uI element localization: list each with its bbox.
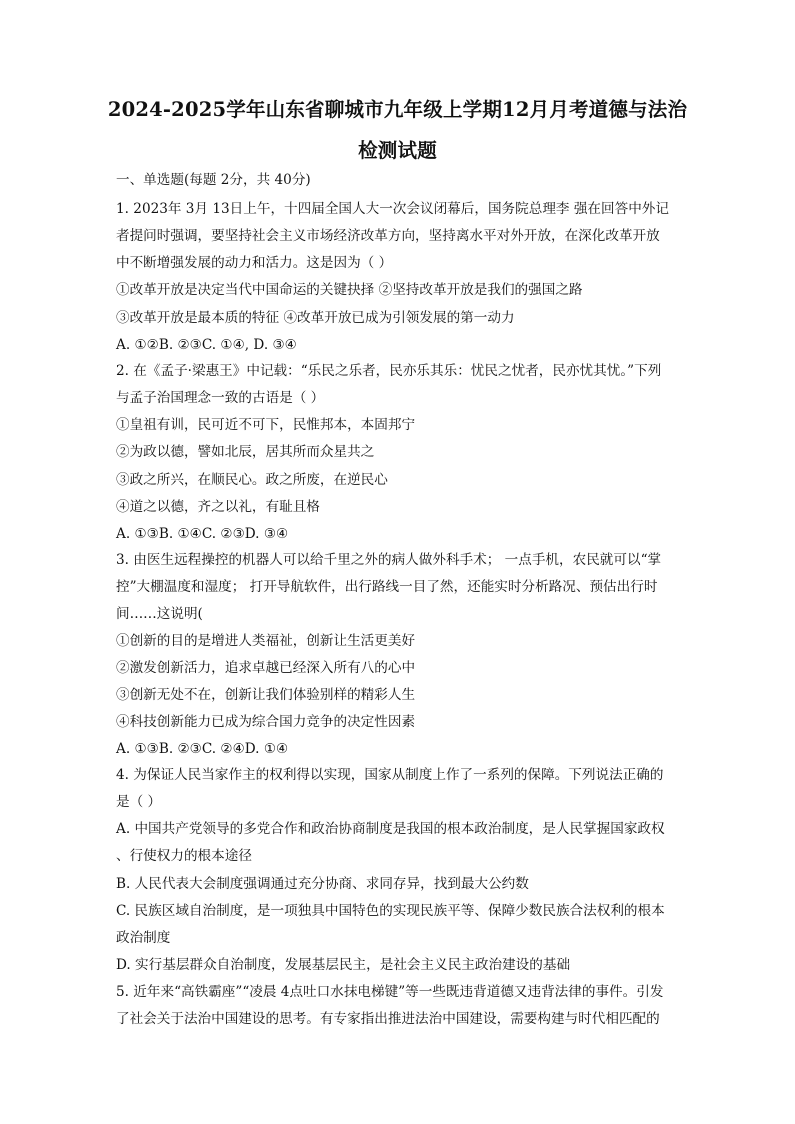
- q2-item-1: ①皇祖有训，民可近不可下，民惟邦本，本固邦宁: [116, 417, 416, 433]
- q3-stem-line-2: 控”大棚温度和湿度； 打开导航软件，出行路线一目了然，还能实时分析路况、预估出行时: [116, 579, 658, 595]
- q4-stem-line-2: 是（ ）: [116, 794, 162, 810]
- q4-option-a-line-1: A. 中国共产党领导的多党合作和政治协商制度是我国的根本政治制度，是人民掌握国家政权: [116, 821, 665, 837]
- q3-item-1: ①创新的目的是增进人类福祉，创新让生活更美好: [116, 633, 416, 649]
- q1-stem-line-2: 者提问时强调，要坚持社会主义市场经济改革方向，坚持离水平对外开放，在深化改革开放: [116, 228, 660, 244]
- q4-option-c-line-2: 政治制度: [116, 930, 171, 946]
- q5-stem-line-1: 5. 近年来“高铁霸座”“凌晨 4点吐口水抹电梯键”等一些既违背道德又违背法律的事件。引发: [116, 984, 664, 1000]
- q1-item-line-1: ①改革开放是决定当代中国命运的关键抉择 ②坚持改革开放是我们的强国之路: [116, 282, 583, 298]
- q3-stem-line-3: 间……这说明(: [116, 606, 203, 622]
- q2-stem-line-2: 与孟子治国理念一致的古语是（ ）: [116, 390, 325, 406]
- q3-item-4: ④科技创新能力已成为综合国力竞争的决定性因素: [116, 714, 416, 730]
- q4-option-a-line-2: 、行使权力的根本途径: [116, 848, 252, 864]
- q1-stem-line-1: 1. 2023年 3月 13日上午，十四届全国人大一次会议闭幕后，国务院总理李 强在回答中外记: [116, 201, 669, 217]
- q5-stem-line-2: 了社会关于法治中国建设的思考。有专家指出推进法治中国建设，需要构建与时代相匹配的: [116, 1011, 660, 1027]
- q2-item-4: ④道之以德，齐之以礼，有耻且格: [116, 499, 320, 515]
- q3-item-2: ②激发创新活力，追求卓越已经深入所有八的心中: [116, 660, 416, 676]
- doc-title-line-1: 2024-2025学年山东省聊城市九年级上学期12月月考道德与法治: [107, 98, 688, 121]
- q1-stem-line-3: 中不断增强发展的动力和活力。这是因为（ ）: [116, 255, 393, 271]
- q1-options: A. ①②B. ②③C. ①④, D. ③④: [116, 337, 297, 353]
- q4-stem-line-1: 4. 为保证人民当家作主的权利得以实现，国家从制度上作了一系列的保障。下列说法正确的: [116, 767, 664, 783]
- q3-options: A. ①③B. ②③C. ②④D. ①④: [116, 741, 289, 757]
- q3-item-3: ③创新无处不在，创新让我们体验别样的精彩人生: [116, 687, 416, 703]
- q3-stem-line-1: 3. 由医生远程操控的机器人可以给千里之外的病人做外科手术； 一点手机，农民就可以“掌: [116, 552, 662, 568]
- section-heading: 一、单选题(每题 2分，共 40分): [116, 172, 311, 188]
- q4-option-d: D. 实行基层群众自治制度，发展基层民主，是社会主义民主政治建设的基础: [116, 957, 571, 973]
- q2-options: A. ①③B. ①④C. ②③D. ③④: [116, 526, 289, 542]
- q4-option-b: B. 人民代表大会制度强调通过充分协商、求同存异，找到最大公约数: [116, 876, 529, 892]
- q1-item-line-2: ③改革开放是最本质的特征 ④改革开放已成为引领发展的第一动力: [116, 310, 515, 326]
- q4-option-c-line-1: C. 民族区域自治制度，是一项独具中国特色的实现民族平等、保障少数民族合法权利的根本: [116, 903, 665, 919]
- q2-item-2: ②为政以德，譬如北辰，居其所而众星共之: [116, 444, 375, 460]
- doc-title-line-2: 检测试题: [358, 139, 437, 162]
- q2-item-3: ③政之所兴，在顺民心。政之所废，在逆民心: [116, 472, 388, 488]
- q2-stem-line-1: 2. 在《孟子·梁惠王》中记载：“乐民之乐者，民亦乐其乐：忧民之忧者，民亦忧其忧。”下列: [116, 363, 662, 379]
